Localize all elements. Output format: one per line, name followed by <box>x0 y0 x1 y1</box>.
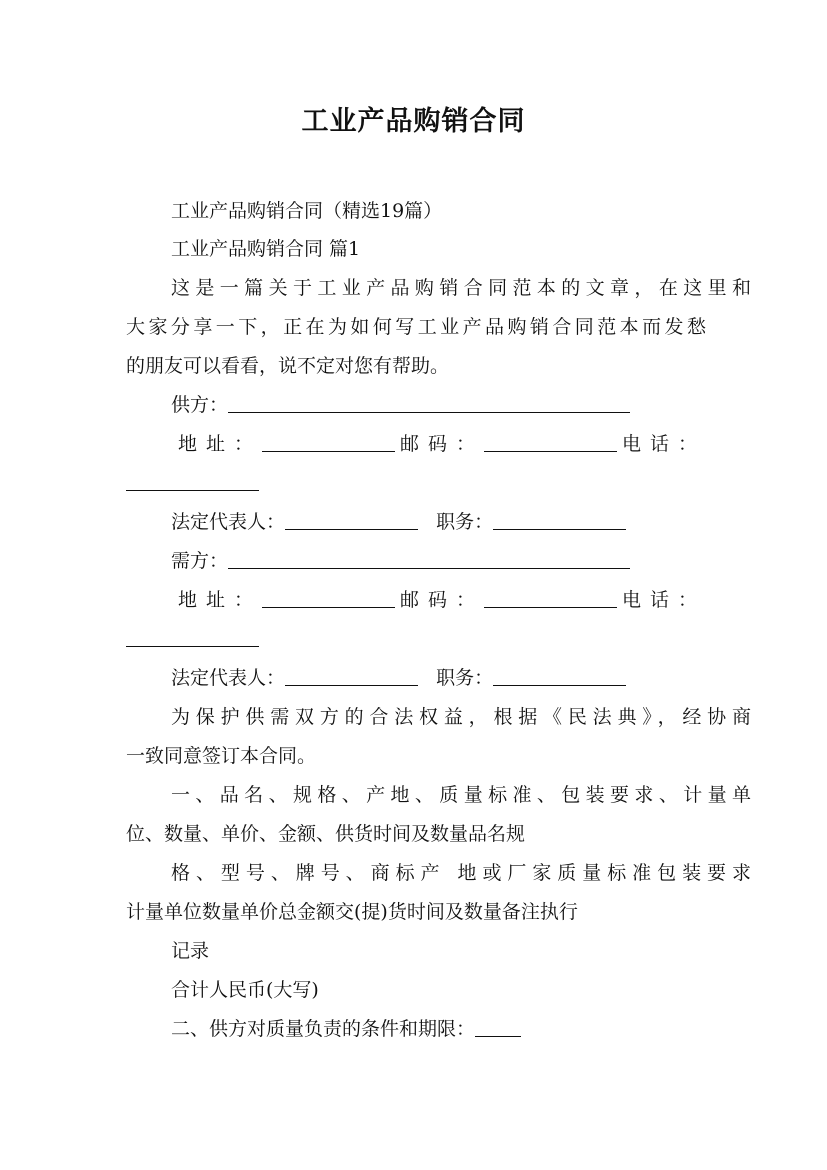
buyer-label: 需方： <box>171 550 229 572</box>
clause1-line-2: 位、数量、单价、金额、供货时间及数量品名规 <box>126 823 526 845</box>
clause1-line-5: 记录 <box>171 940 210 962</box>
document-subtitle: 工业产品购销合同（精选19篇） <box>171 200 443 222</box>
supplier-name-blank <box>228 394 630 413</box>
buyer-postcode-label: 邮码： <box>399 589 484 611</box>
supplier-phone-label: 电话： <box>621 433 706 455</box>
clause2-label: 二、供方对质量负责的条件和期限： <box>171 1018 476 1040</box>
buyer-phone-blank <box>126 628 259 647</box>
buyer-rep-row <box>126 663 751 693</box>
clause2-row <box>126 1014 751 1044</box>
intro-line-3: 的朋友可以看看，说不定对您有帮助。 <box>126 355 450 377</box>
purpose-line-1: 为保护供需双方的合法权益，根据《民法典》，经协商 <box>171 706 751 728</box>
buyer-legal-rep-blank <box>285 667 418 686</box>
supplier-label: 供方： <box>171 394 229 416</box>
supplier-address-blank <box>262 433 395 452</box>
buyer-address-blank <box>262 589 395 608</box>
supplier-phone-row <box>126 468 706 498</box>
buyer-address-label: 地址： <box>178 589 263 611</box>
clause1-line-1: 一、品名、规格、产地、质量标准、包装要求、计量单 <box>171 784 751 806</box>
supplier-postcode-blank <box>484 433 617 452</box>
buyer-postcode-blank <box>484 589 617 608</box>
supplier-address-label: 地址： <box>178 433 263 455</box>
intro-line-1: 这是一篇关于工业产品购销合同范本的文章，在这里和 <box>171 277 751 299</box>
clause2-blank <box>475 1018 521 1037</box>
buyer-phone-label: 电话： <box>621 589 706 611</box>
buyer-position-label: 职务： <box>436 667 494 689</box>
buyer-position-blank <box>493 667 626 686</box>
buyer-name-blank <box>228 550 630 569</box>
buyer-contact-row <box>126 585 706 615</box>
section-heading: 工业产品购销合同 篇1 <box>171 238 361 260</box>
clause1-line-4: 计量单位数量单价总金额交(提)货时间及数量备注执行 <box>126 901 578 923</box>
supplier-position-label: 职务： <box>436 511 494 533</box>
clause1-line-3: 格、型号、牌号、商标产 地或厂家质量标准包装要求 <box>171 862 751 884</box>
buyer-phone-row <box>126 624 706 654</box>
supplier-legal-rep-label: 法定代表人： <box>171 511 286 533</box>
supplier-row <box>126 390 751 420</box>
buyer-row <box>126 546 751 576</box>
supplier-postcode-label: 邮码： <box>399 433 484 455</box>
document-title: 工业产品购销合同 <box>301 106 526 137</box>
buyer-legal-rep-label: 法定代表人： <box>171 667 286 689</box>
intro-line-2: 大家分享一下，正在为如何写工业产品购销合同范本而发愁 <box>126 316 706 338</box>
supplier-phone-blank <box>126 472 259 491</box>
supplier-legal-rep-blank <box>285 511 418 530</box>
supplier-contact-row <box>126 429 706 459</box>
total-amount-line: 合计人民币(大写) <box>171 979 319 1001</box>
supplier-position-blank <box>493 511 626 530</box>
supplier-rep-row <box>126 507 751 537</box>
purpose-line-2: 一致同意签订本合同。 <box>126 745 317 767</box>
